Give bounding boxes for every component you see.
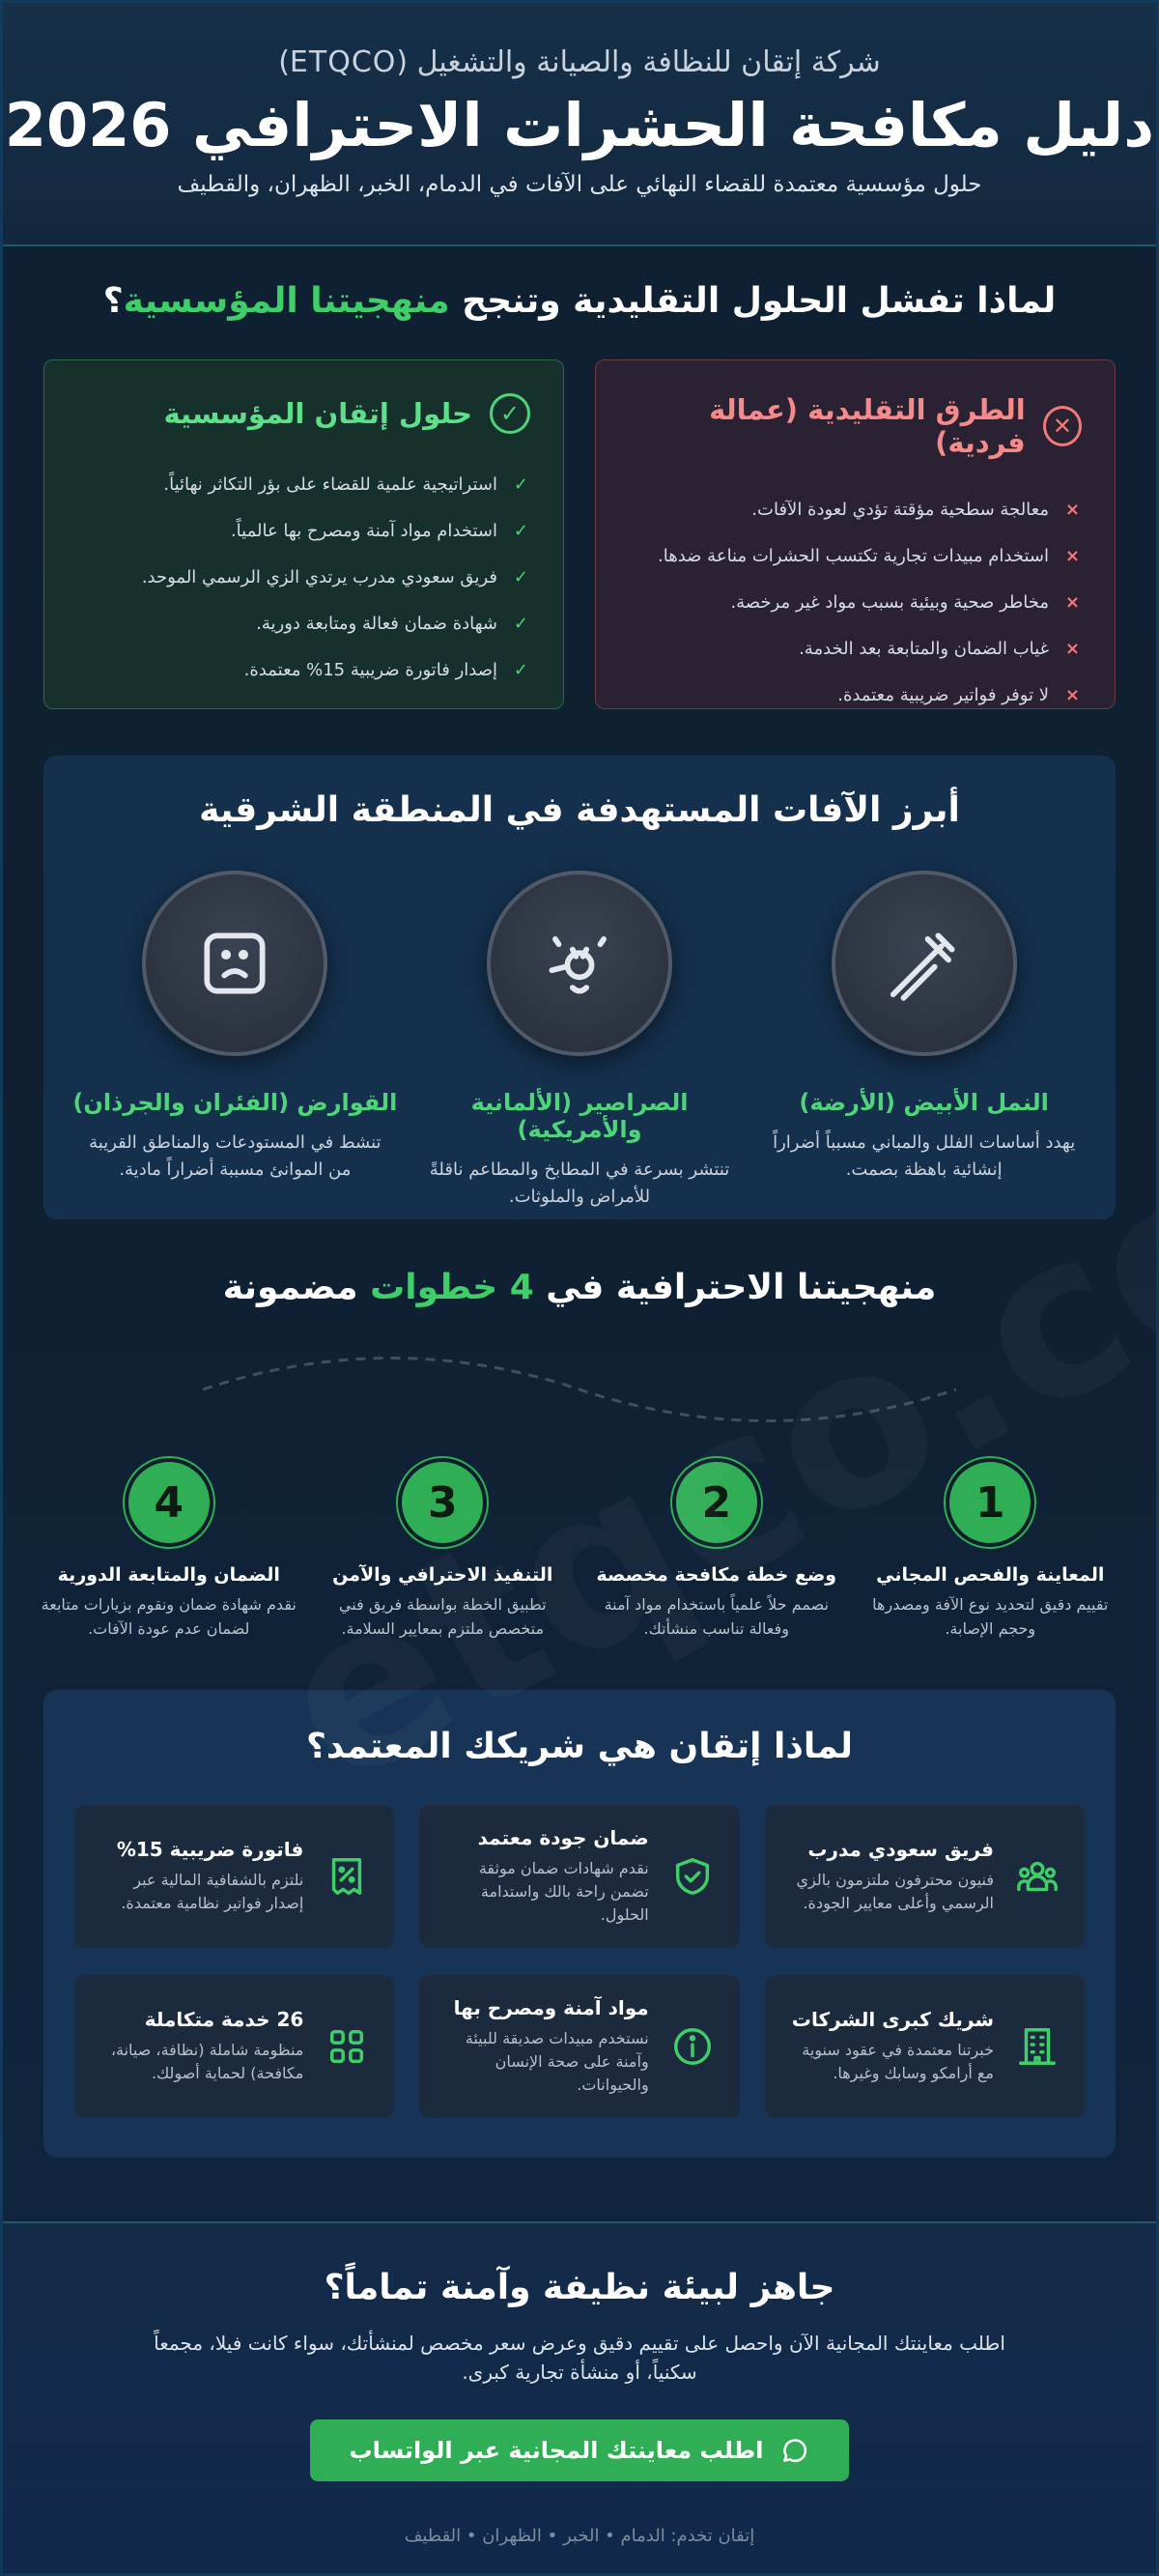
x-icon: × <box>1064 638 1080 659</box>
check-icon: ✓ <box>513 613 528 634</box>
list-item-text: شهادة ضمان فعالة ومتابعة دورية. <box>256 613 497 634</box>
features-grid <box>43 1805 1116 2118</box>
feature-desc: منظومة شاملة (نظافة، صيانة، مكافحة) لحماية أصولك. <box>110 2040 304 2082</box>
feature-desc: نقدم شهادات ضمان موثقة تضمن راحة بالك واستدامة الحلول. <box>478 1858 649 1924</box>
check-icon: ✓ <box>513 659 528 680</box>
feature-name: 26 خدمة متكاملة <box>144 2007 304 2031</box>
grid-icon <box>325 2024 369 2069</box>
feature-name: مواد آمنة ومصرح بها <box>453 1995 649 2019</box>
why-section <box>43 1690 1116 2158</box>
pest-icon-circle <box>832 871 1017 1056</box>
list-item-text: لا توفر فواتير ضريبية معتمدة. <box>837 684 1049 705</box>
steps-row <box>3 1458 1156 1642</box>
steps-title-highlight: 4 خطوات <box>370 1268 534 1307</box>
list-item <box>629 579 1082 625</box>
list-item-text: غياب الضمان والمتابعة بعد الخدمة. <box>799 638 1049 659</box>
steps-title <box>3 1268 1156 1307</box>
etqan-card <box>43 359 564 709</box>
traditional-card <box>595 359 1116 709</box>
comparison-title-suffix: ؟ <box>102 281 124 321</box>
pest-desc: يهدد أساسات الفلل والمباني مسبباً أضراراً إنشائية باهظة بصمت. <box>773 1132 1076 1180</box>
comparison-columns <box>3 359 1156 709</box>
frown-face-icon <box>193 922 276 1005</box>
list-item <box>629 672 1082 718</box>
list-item-text: معالجة سطحية مؤقتة تؤدي لعودة الآفات. <box>751 499 1049 520</box>
step-name: وضع خطة مكافحة مخصصة <box>596 1564 837 1586</box>
feature-card <box>74 1975 394 2118</box>
page-subtitle: حلول مؤسسية معتمدة للقضاء النهائي على الآفات في الدمام، الخبر، الظهران، والقطيف <box>177 172 982 198</box>
etqan-card-title: حلول إتقان المؤسسية <box>163 397 472 430</box>
pest-card-cockroaches <box>415 871 744 1211</box>
x-circle-icon: ✕ <box>1043 406 1082 446</box>
comparison-title-text: لماذا تفشل الحلول التقليدية وتنجح <box>449 281 1057 321</box>
info-icon <box>670 2024 715 2069</box>
list-item-text: استخدام مواد آمنة ومصرح بها عالمياً. <box>230 520 497 541</box>
step-4 <box>39 1458 299 1642</box>
step-number: 2 <box>672 1458 761 1547</box>
list-item <box>77 461 530 507</box>
step-3 <box>312 1458 573 1642</box>
step-name: الضمان والمتابعة الدورية <box>57 1564 280 1586</box>
list-item <box>77 507 530 554</box>
comparison-section <box>3 246 1156 709</box>
check-icon: ✓ <box>513 520 528 541</box>
steps-section <box>3 1268 1156 1642</box>
feature-name: ضمان جودة معتمد <box>477 1825 649 1849</box>
pest-desc: تنتشر بسرعة في المطابخ والمطاعم ناقلةً للأمراض والملوثات. <box>429 1159 730 1207</box>
shield-check-icon <box>670 1854 715 1899</box>
step-name: المعاينة والفحص المجاني <box>876 1564 1105 1586</box>
pest-icon-circle <box>142 871 327 1056</box>
traditional-list <box>629 486 1082 718</box>
etqan-list <box>77 461 530 693</box>
pest-name: النمل الأبيض (الأرضة) <box>799 1089 1049 1116</box>
step-desc: نقدم شهادة ضمان ونقوم بزيارات متابعة لضمان عدم عودة الآفات. <box>41 1595 297 1638</box>
traditional-card-header <box>629 393 1082 459</box>
step-2 <box>586 1458 847 1642</box>
feature-name: فريق سعودي مدرب <box>807 1837 994 1861</box>
page-title: دليل مكافحة الحشرات الاحترافي 2026 <box>4 90 1155 160</box>
feature-name: شريك كبرى الشركات <box>791 2007 994 2031</box>
list-item-text: استخدام مبيدات تجارية تكتسب الحشرات مناعة ضدها. <box>658 545 1049 566</box>
list-item-text: استراتيجية علمية للقضاء على بؤر التكاثر نهائياً. <box>163 473 497 495</box>
cta-text: اطلب معاينتك المجانية الآن واحصل على تقييم دقيق وعرض سعر مخصص لمنشأتك، سواء كانت فيلا، مجمعاً سكنياً، أو منشأة تجارية كبرى. <box>154 2332 1005 2384</box>
whatsapp-button-label: اطلب معاينتك المجانية عبر الواتساب <box>349 2437 764 2464</box>
step-name: التنفيذ الاحترافي والآمن <box>332 1564 553 1586</box>
steps-title-text: منهجيتنا الاحترافية في <box>533 1268 937 1307</box>
pests-row <box>43 871 1116 1211</box>
list-item-text: إصدار فاتورة ضريبية 15% معتمدة. <box>243 659 497 680</box>
feature-desc: نستخدم مبيدات صديقة للبيئة وآمنة على صحة الإنسان والحيوانات. <box>465 2028 649 2094</box>
service-areas: إتقان تخدم: الدمام • الخبر • الظهران • القطيف <box>404 2526 755 2546</box>
pest-icon-circle <box>487 871 672 1056</box>
team-icon <box>1015 1854 1060 1899</box>
comparison-title <box>3 281 1156 321</box>
pests-section <box>43 756 1116 1219</box>
step-desc: نصمم حلاً علمياً باستخدام مواد آمنة وفعالة تناسب منشأتك. <box>604 1595 829 1638</box>
feature-desc: فنيون محترفون ملتزمون بالزي الرسمي وأعلى معايير الجودة. <box>796 1870 994 1912</box>
whatsapp-button[interactable] <box>310 2419 848 2481</box>
step-number: 1 <box>946 1458 1034 1547</box>
building-icon <box>1015 2024 1060 2069</box>
cta-section <box>3 2221 1156 2573</box>
feature-card <box>419 1975 739 2118</box>
step-1 <box>860 1458 1120 1642</box>
step-number: 3 <box>398 1458 487 1547</box>
bug-icon <box>538 922 621 1005</box>
list-item <box>629 625 1082 672</box>
check-icon: ✓ <box>513 473 528 495</box>
feature-card <box>765 1975 1085 2118</box>
feature-card <box>765 1805 1085 1948</box>
check-circle-icon: ✓ <box>490 393 530 434</box>
company-name: شركة إتقان للنظافة والصيانة والتشغيل (ETQCO) <box>278 45 881 79</box>
receipt-percent-icon <box>325 1854 369 1899</box>
why-title: لماذا إتقان هي شريكك المعتمد؟ <box>305 1726 854 1766</box>
feature-card <box>419 1805 739 1948</box>
list-item <box>629 486 1082 532</box>
list-item <box>77 554 530 600</box>
hammer-icon <box>883 922 966 1005</box>
pest-card-rodents <box>71 871 399 1211</box>
etqan-card-header <box>77 393 530 434</box>
x-icon: × <box>1064 684 1080 705</box>
traditional-card-title: الطرق التقليدية (عمالة فردية) <box>709 393 1026 459</box>
wave-divider <box>203 1346 956 1423</box>
pests-title: أبرز الآفات المستهدفة في المنطقة الشرقية <box>199 790 960 830</box>
list-item <box>77 646 530 693</box>
x-icon: × <box>1064 545 1080 566</box>
pest-name: الصراصير (الألمانية والأمريكية) <box>470 1089 689 1143</box>
step-number: 4 <box>125 1458 213 1547</box>
list-item-text: مخاطر صحية وبيئية بسبب مواد غير مرخصة. <box>730 591 1049 613</box>
x-icon: × <box>1064 499 1080 520</box>
pest-card-termites <box>760 871 1088 1211</box>
check-icon: ✓ <box>513 566 528 587</box>
feature-desc: نلتزم بالشفافية المالية عبر إصدار فواتير نظامية معتمدة. <box>121 1870 304 1912</box>
x-icon: × <box>1064 591 1080 613</box>
comparison-title-highlight: منهجيتنا المؤسسية <box>123 281 450 321</box>
list-item-text: فريق سعودي مدرب يرتدي الزي الرسمي الموحد. <box>141 566 497 587</box>
list-item <box>629 532 1082 579</box>
list-item <box>77 600 530 646</box>
steps-title-suffix: مضمونة <box>222 1268 371 1307</box>
feature-card <box>74 1805 394 1948</box>
cta-title: جاهز لبيئة نظيفة وآمنة تماماً؟ <box>324 2268 835 2307</box>
step-desc: تقييم دقيق لتحديد نوع الآفة ومصدرها وحجم الإصابة. <box>872 1595 1109 1638</box>
pest-desc: تنشط في المستودعات والمناطق القريبة من الموانئ مسببة أضراراً مادية. <box>89 1132 382 1180</box>
header <box>3 3 1156 246</box>
whatsapp-icon <box>779 2435 810 2466</box>
pest-name: القوارض (الفئران والجرذان) <box>72 1089 398 1116</box>
feature-name: فاتورة ضريبية 15% <box>116 1837 304 1861</box>
feature-desc: خبرتنا معتمدة في عقود سنوية مع أرامكو وسابك وغيرها. <box>802 2040 994 2082</box>
step-desc: تطبيق الخطة بواسطة فريق فني متخصص ملتزم بمعايير السلامة. <box>338 1595 547 1638</box>
